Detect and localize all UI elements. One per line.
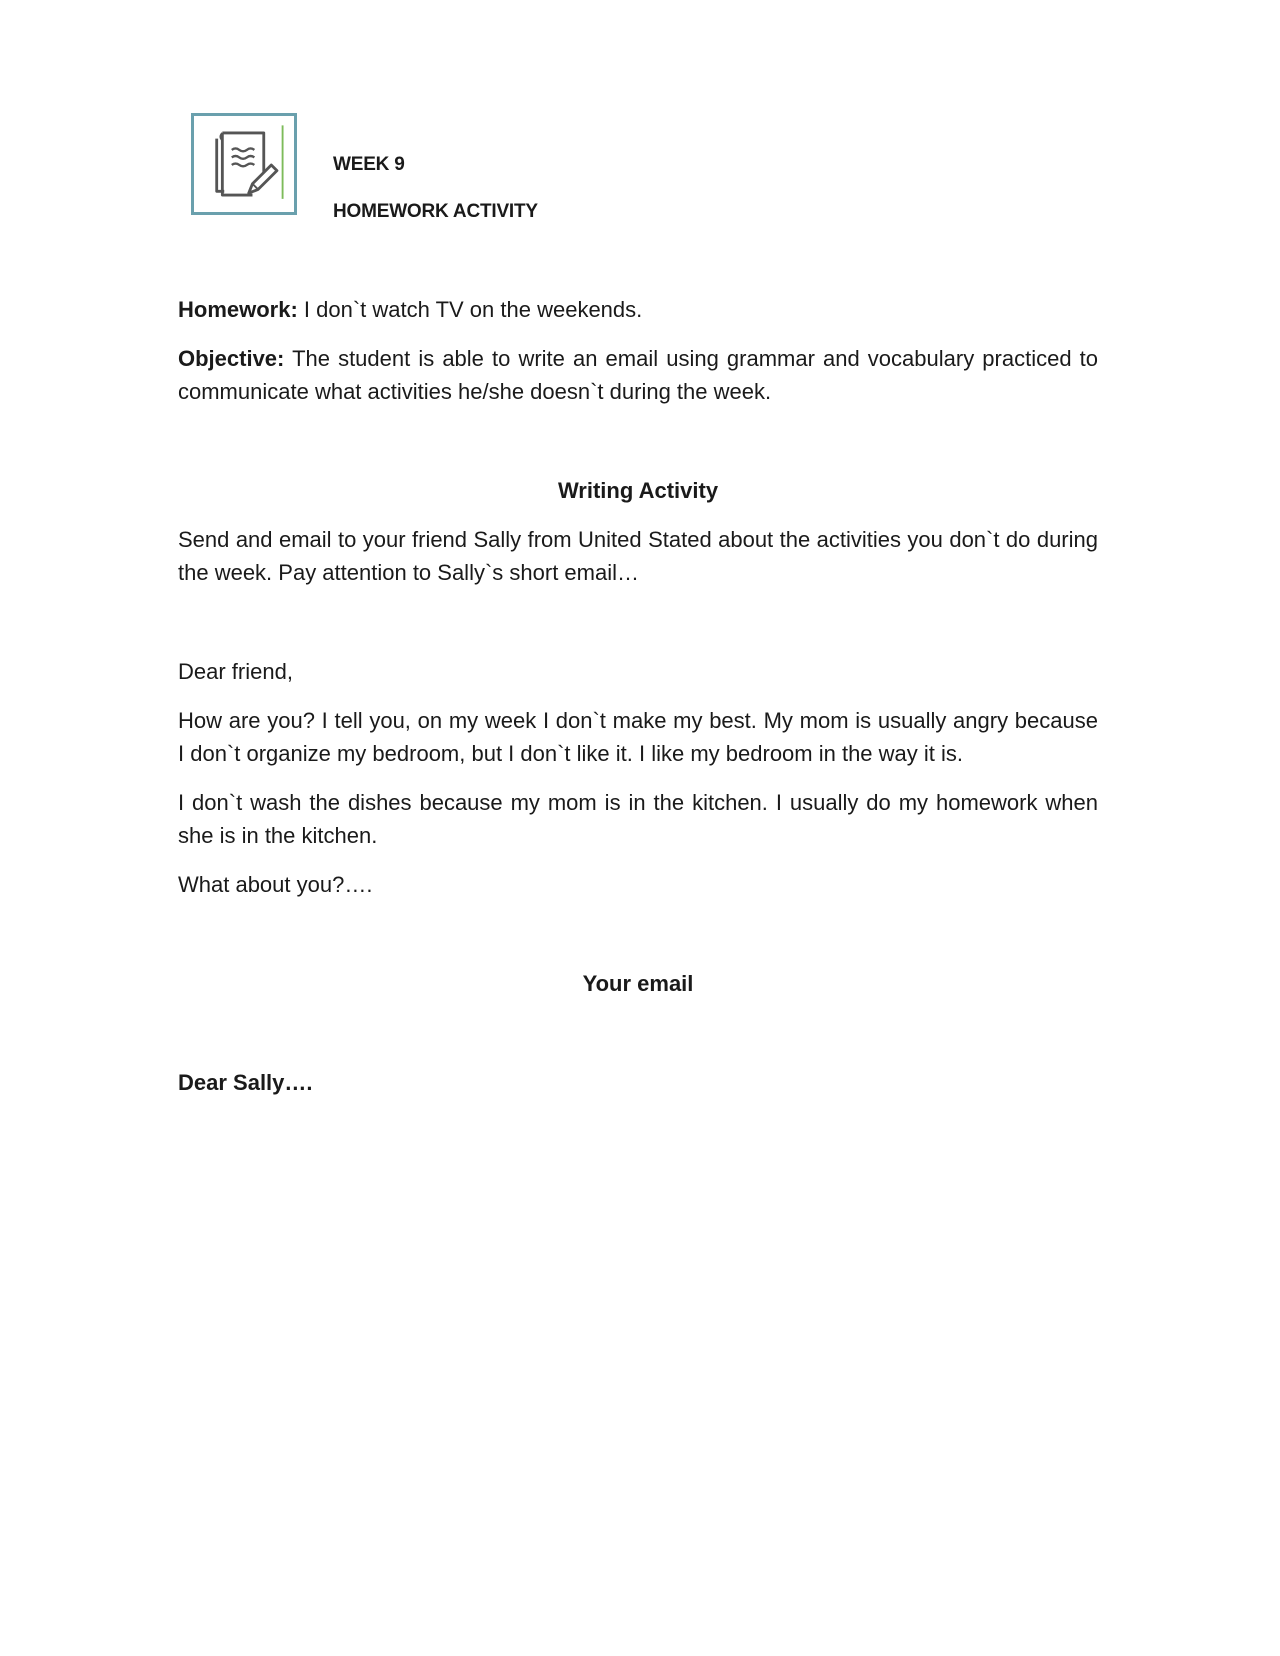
- homework-text: I don`t watch TV on the weekends.: [297, 297, 643, 322]
- objective-label: Objective:: [178, 346, 285, 371]
- week-label: WEEK 9: [333, 154, 405, 175]
- writing-activity-title: Writing Activity: [557, 478, 719, 503]
- notebook-pen-icon: [191, 113, 297, 215]
- sally-email-paragraph-1: How are you? I tell you, on my week I don`t make my best. My mom is usually angry because I don`t organize my bedroom, but I don`t like it. I like my bedroom in the way it is.: [178, 708, 1098, 766]
- your-email-greeting: Dear Sally….: [178, 1070, 313, 1095]
- sally-email-paragraph-2: I don`t wash the dishes because my mom is in the kitchen. I usually do my homework when she is in the kitchen.: [178, 790, 1098, 848]
- writing-activity-instructions: Send and email to your friend Sally from United Stated about the activities you don`t do during the week. Pay attention to Sally`s short email…: [178, 527, 1098, 585]
- objective-text: The student is able to write an email using grammar and vocabulary practiced to communicate what activities he/she doesn`t during the week.: [178, 346, 1098, 404]
- sally-email-greeting: Dear friend,: [178, 659, 293, 684]
- your-email-title: Your email: [582, 971, 694, 996]
- objective-paragraph: [178, 342, 1098, 408]
- document-body: [178, 293, 1098, 1099]
- homework-activity-title: HOMEWORK ACTIVITY: [333, 201, 538, 222]
- homework-label: Homework:: [178, 297, 298, 322]
- homework-line: [178, 293, 1098, 326]
- sally-email-closing: What about you?….: [178, 872, 373, 897]
